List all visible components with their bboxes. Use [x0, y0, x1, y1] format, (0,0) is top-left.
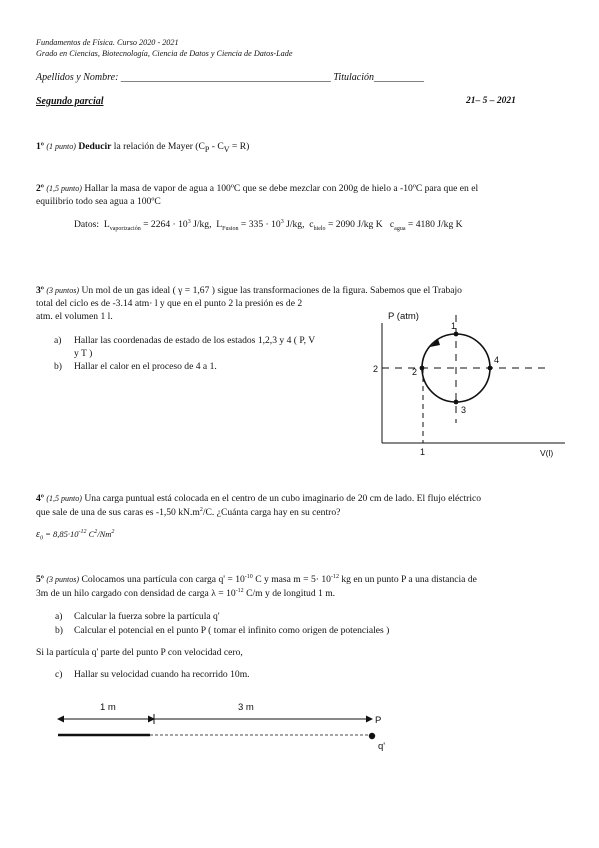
- q5-item-a: Calcular la fuerza sobre la partícula q': [74, 611, 220, 622]
- epsilon-exp: -12: [78, 529, 87, 536]
- epsilon-sub: 0: [39, 535, 43, 542]
- degree-line: Grado en Ciencias, Biotecnología, Ciencia de Datos y Ciencia de Datos-Lade: [36, 49, 293, 58]
- q2-d3-val: = 2090 J/kg K: [325, 219, 383, 231]
- q5-line1-e2: -12: [330, 574, 339, 580]
- point-p-label: P: [375, 715, 382, 726]
- q4-line2-post: /C. ¿Cuánta carga hay en su centro?: [202, 507, 341, 519]
- exam-date: 21– 5 – 2021: [466, 96, 516, 106]
- state-label-3: 3: [461, 405, 467, 415]
- q2-d3: c: [309, 219, 314, 231]
- q2-number: 2º: [36, 183, 44, 194]
- q5-line1-c: kg en un punto P a una distancia de: [338, 574, 477, 586]
- question-2: [36, 183, 478, 195]
- q5-points: (3 puntos): [46, 575, 80, 585]
- v-axis-label: V(l): [540, 448, 554, 458]
- q5-line2-b: C/m y de longitud 1 m.: [243, 588, 336, 600]
- q5-item-c: Hallar su velocidad cuando ha recorrido 10m.: [74, 669, 250, 680]
- wire-diagram: [50, 695, 410, 755]
- q2-data-label: Datos:: [74, 219, 100, 231]
- q4-line2: [36, 507, 340, 519]
- v-tick-label: 1: [420, 447, 426, 457]
- q3-item-b: Hallar el calor en el proceso de 4 a 1.: [74, 361, 217, 372]
- epsilon-unit2: /Nm: [97, 529, 112, 539]
- q4-points: (1,5 punto): [46, 494, 82, 503]
- q5-line2-a: 3m de un hilo cargado con densidad de carga λ = 10: [36, 588, 236, 600]
- q2-points: (1,5 punto): [46, 184, 82, 193]
- q5-item-c-label: c): [55, 669, 63, 680]
- question-4: [36, 493, 481, 505]
- state-label-1: 1: [451, 321, 457, 331]
- q4-number: 4º: [36, 493, 44, 504]
- pv-diagram: [360, 305, 590, 465]
- q5-item-b: Calcular el potencial en el punto P ( tomar el infinito como origen de potenciales ): [74, 625, 390, 636]
- q1-sub-v: V: [223, 144, 230, 154]
- q5-item-b-label: b): [55, 625, 63, 636]
- q3-number: 3º: [36, 285, 44, 296]
- q5-number: 5º: [36, 574, 44, 586]
- q5-item-a-label: a): [55, 611, 63, 622]
- name-field-row: [36, 72, 424, 85]
- q1-end: = R): [229, 141, 250, 152]
- degree-blank: __________: [373, 72, 424, 83]
- particle-q-label: q': [378, 741, 386, 752]
- cycle-direction-arrow: [430, 339, 440, 347]
- epsilon-exp3: 2: [111, 529, 115, 536]
- q5-line1-b: C y masa m = 5· 10: [252, 574, 331, 586]
- q3-item-a: Hallar las coordenadas de estado de los estados 1,2,3 y 4 ( P, V: [74, 335, 316, 346]
- q2-d2: L: [216, 219, 223, 231]
- q2-d4-val: = 4180 J/kg K: [405, 219, 463, 231]
- q2-d1: L: [103, 219, 110, 231]
- length-3m-label: 3 m: [238, 702, 254, 713]
- q4-line2-pre: que sale de una de sus caras es -1,50 kN.m: [36, 507, 200, 519]
- state-point-4: [488, 366, 493, 371]
- q1-verb: Deducir: [78, 141, 112, 152]
- q1-points: (1 punto): [46, 142, 76, 151]
- length-1m-label: 1 m: [100, 702, 116, 713]
- epsilon-value: = 8,85·10: [42, 529, 79, 539]
- q1-number: 1º: [36, 141, 44, 152]
- state-label-2: 2: [412, 367, 418, 377]
- state-point-1: [454, 332, 459, 337]
- q2-d3-sub: hielo: [313, 226, 326, 233]
- p-axis-label: P (atm): [388, 311, 419, 322]
- q5-follow: Si la partícula q' parte del punto P con velocidad cero,: [36, 647, 243, 658]
- epsilon-constant: [36, 529, 114, 543]
- q3-item-b-label: b): [54, 361, 62, 372]
- q2-d1-val: = 2264 · 10: [140, 219, 188, 231]
- q3-item-a-label: a): [54, 335, 62, 346]
- q3-line1: Un mol de un gas ideal ( γ = 1,67 ) sigue las transformaciones de la figura. Sabemos que el Trabajo: [81, 285, 462, 296]
- q2-d1-sub: vaporización: [109, 226, 141, 233]
- epsilon-symbol: ε: [36, 529, 40, 540]
- q5-line1-e1: -10: [244, 574, 253, 580]
- particle-q: [369, 733, 375, 739]
- state-point-2: [420, 366, 425, 371]
- q2-line2: equilibrio todo sea agua a 100ºC: [36, 196, 161, 207]
- q2-data: [74, 219, 463, 234]
- q2-d4: c: [389, 219, 395, 231]
- q4-line2-exp: 2: [199, 507, 203, 513]
- exam-title: Segundo parcial: [36, 96, 104, 107]
- q4-line1: Una carga puntual está colocada en el centro de un cubo imaginario de 20 cm de lado. El flujo eléctrico: [84, 493, 482, 504]
- question-5: [36, 574, 477, 586]
- q2-d4-sub: agua: [394, 226, 406, 233]
- question-3: [36, 285, 462, 297]
- q1-sub-p: P: [204, 144, 210, 154]
- q2-d2-sub: Fusion: [222, 226, 239, 233]
- q2-d2-exp: 3: [280, 219, 284, 225]
- degree-label: Titulación: [333, 72, 374, 83]
- q2-d2-val: = 335 · 10: [238, 219, 281, 231]
- q3-points: (3 puntos): [46, 286, 80, 295]
- q3-line2: total del ciclo es de -3.14 atm· l y que en el punto 2 la presión es de 2: [36, 298, 303, 309]
- epsilon-exp2: 2: [94, 529, 98, 536]
- p-tick-label: 2: [373, 364, 379, 374]
- q1-mid: - C: [209, 141, 224, 152]
- q2-d1-unit: J/kg,: [190, 219, 212, 231]
- epsilon-unit: C: [86, 529, 95, 539]
- q3-item-a-cont: y T ): [74, 348, 93, 359]
- q2-line1: Hallar la masa de vapor de agua a 100ºC que se debe mezclar con 200g de hielo a -10ºC para que en el: [84, 183, 479, 194]
- name-blank: __________________________________________: [120, 72, 331, 83]
- course-line: Fundamentos de Física. Curso 2020 - 2021: [36, 38, 179, 47]
- state-label-4: 4: [494, 355, 500, 365]
- q1-text: la relación de Mayer (C: [113, 141, 205, 152]
- question-1: [36, 141, 249, 155]
- q2-d2-unit: J/kg,: [283, 219, 305, 231]
- q2-d1-exp: 3: [187, 219, 191, 225]
- state-point-3: [454, 400, 459, 405]
- q5-line2: [36, 588, 335, 600]
- q5-line1-a: Colocamos una partícula con carga q' = 10: [81, 574, 245, 586]
- q5-line2-e: -12: [235, 588, 244, 594]
- name-label: Apellidos y Nombre:: [36, 72, 119, 83]
- q3-line3: atm. el volumen 1 l.: [36, 311, 113, 322]
